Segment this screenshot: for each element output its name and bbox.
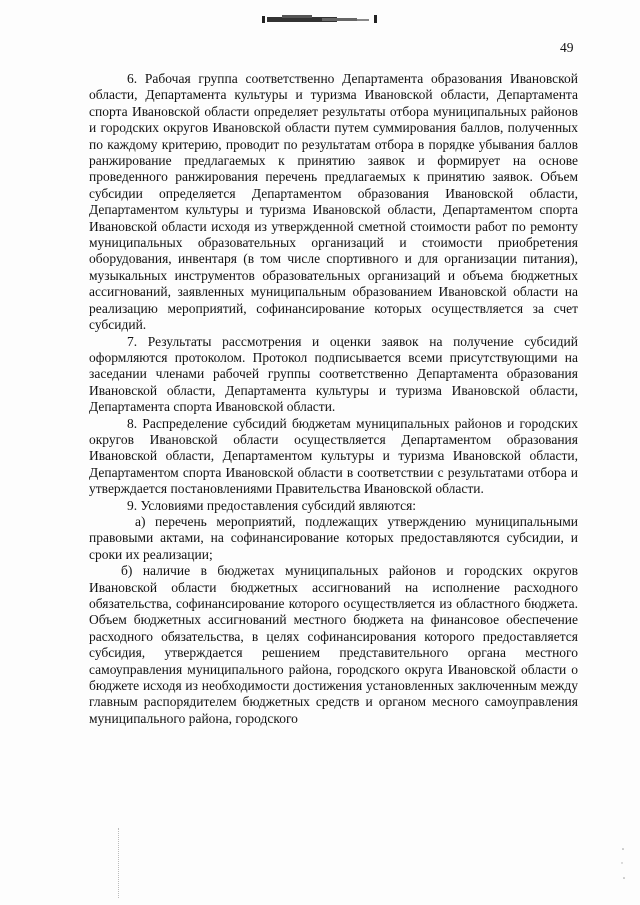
scan-margin-dots xyxy=(118,828,120,898)
paragraph-8: 8. Распределение субсидий бюджетам муниципальных районов и городских округов Ивановской области осуществляется Департаментом образования Ивановской области, Департаментом культуры и туризма Ивановской области, Департаментом спорта Ивановской области в соответствии с результатами отбора и утверждается постановлениями Правительства Ивановской области. xyxy=(89,415,578,497)
document-body xyxy=(89,71,578,727)
paragraph-9b: б) наличие в бюджетах муниципальных районов и городских округов Ивановской области бюджетных ассигнований на исполнение расходного обязательства, софинансирование которого осуществляется из областного бюджета. Объем бюджетных ассигнований местного бюджета на финансовое обеспечение расходного обязательства, в целях софинансирования которого предоставляется субсидия, утверждается решением представительного органа местного самоуправления муниципального района, городского округа Ивановской области о бюджете исходя из необходимости достижения установленных заключенным между главным распорядителем бюджетных средств и органом месного самоуправления муниципального района, городского xyxy=(89,563,578,726)
paragraph-9: 9. Условиями предоставления субсидий являются: xyxy=(127,497,417,513)
scan-specks xyxy=(620,845,626,885)
scan-artifact-mark xyxy=(262,14,380,24)
paragraph-7: 7. Результаты рассмотрения и оценки заявок на получение субсидий оформляются протоколом. Протокол подписывается всеми присутствующими на заседании членами рабочей группы соответственно Департамента образования Ивановской области, Департамента культуры и туризма Ивановской области, Департамента спорта Ивановской области. xyxy=(89,333,578,415)
paragraph-9a: а) перечень мероприятий, подлежащих утверждению муниципальными правовыми актами, на софинансирование которых предоставляются субсидии, и сроки их реализации; xyxy=(89,513,578,562)
paragraph-6: 6. Рабочая группа соответственно Департамента образования Ивановской области, Департамента культуры и туризма Ивановской области, Департамента спорта Ивановской области определяет результаты отбора муниципальных районов и городских округов Ивановской области путем суммирования баллов, полученных по каждому критерию, проводит по результатам отбора в порядке убывания баллов ранжирование предлагаемых к принятию заявок и формирует на основе проведенного ранжирования перечень предлагаемых к принятию заявок. Объем субсидии определяется Департаментом образования Ивановской области, Департаментом культуры и туризма Ивановской области, Департаментом спорта Ивановской области исходя из утвержденной сметной стоимости работ по ремонту муниципальных образовательных организаций и стоимости приобретения оборудования, инвентаря (в том числе спортивного и для организации питания), музыкальных инструментов образовательных организаций и объема бюджетных ассигнований, заявленных муниципальным образованием Ивановской области на реализацию мероприятий, софинансирование которых осуществляется за счет субсидий. xyxy=(89,71,578,333)
page-number: 49 xyxy=(560,40,574,55)
